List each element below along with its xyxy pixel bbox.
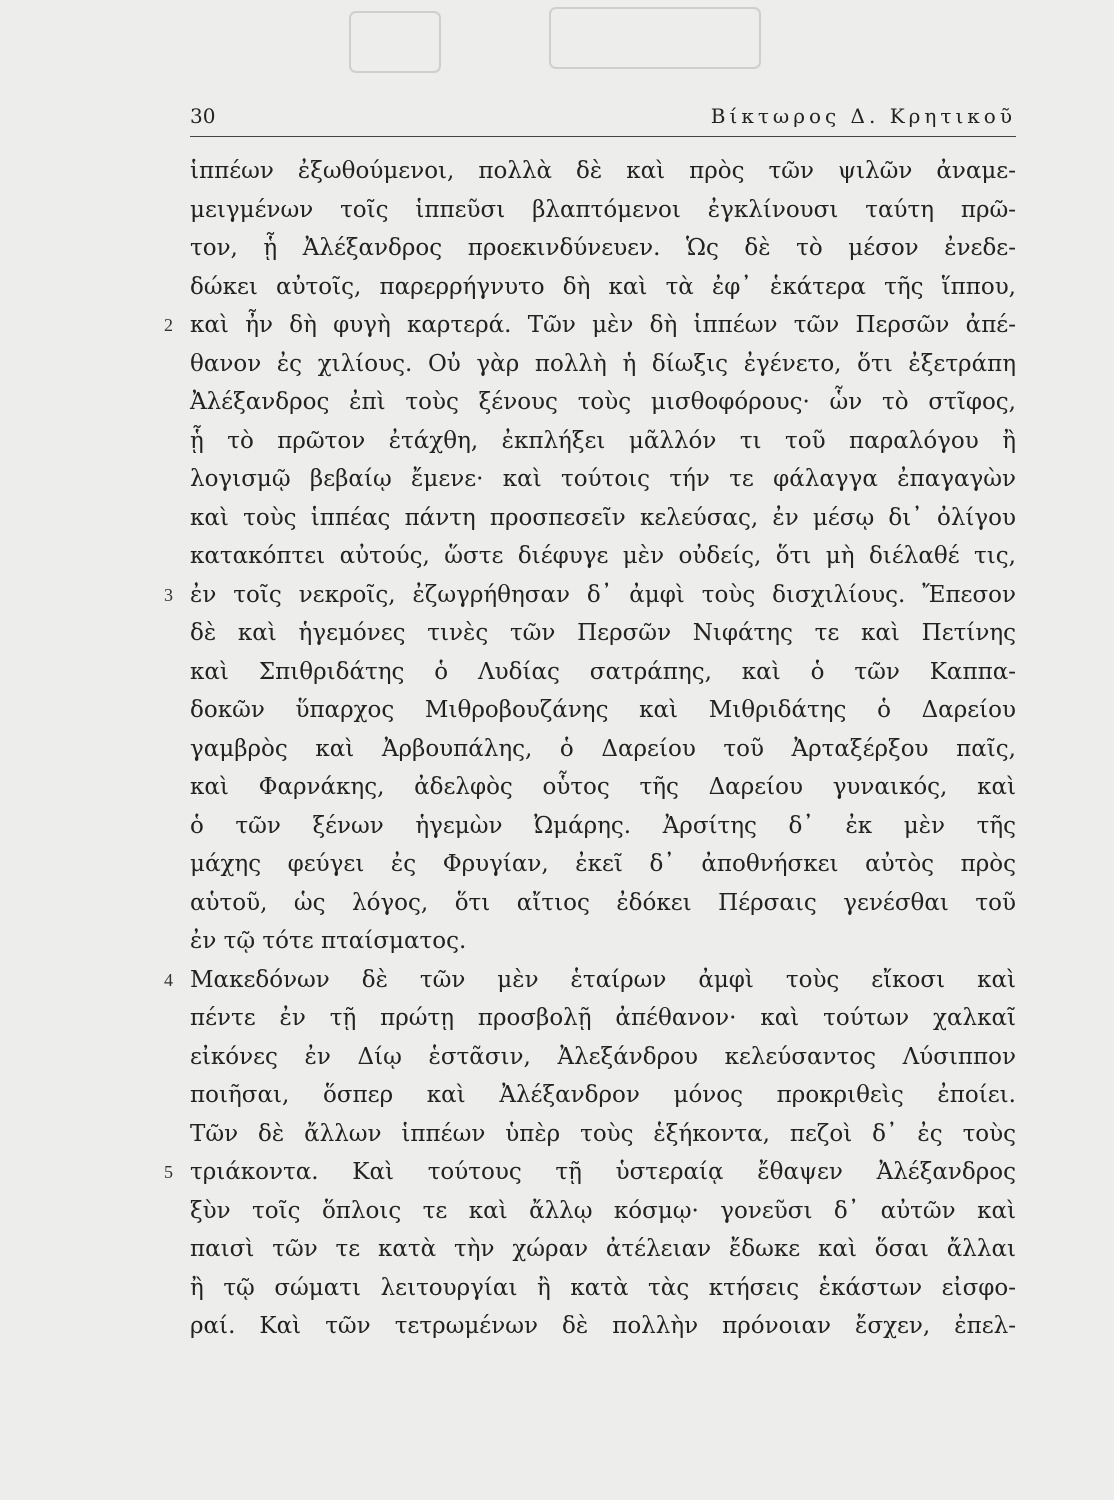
- line-text: λογισμῷ βεβαίῳ ἔμενε· καὶ τούτοις τήν τε φάλαγγα ἐπαγαγὼν: [190, 466, 1016, 492]
- text-line: [190, 922, 1016, 961]
- line-text: ἐν τῷ τότε πταίσματος.: [190, 928, 467, 954]
- text-line: [190, 999, 1016, 1038]
- section-number: 3: [164, 584, 173, 605]
- text-line: [190, 345, 1016, 384]
- text-line: [190, 1192, 1016, 1231]
- line-text: ἐν τοῖς νεκροῖς, ἐζωγρήθησαν δ᾽ ἀμφὶ τοὺς δισχιλίους. Ἔπεσον: [190, 581, 1016, 608]
- line-text: ἢ τῷ σώματι λειτουργίαι ἢ κατὰ τὰς κτήσεις ἑκάστων εἰσφο-: [190, 1274, 1016, 1301]
- line-text: καὶ Σπιθριδάτης ὁ Λυδίας σατράπης, καὶ ὁ τῶν Καππα-: [190, 658, 1016, 685]
- text-line: [190, 537, 1016, 576]
- line-text: καὶ τοὺς ἱππέας πάντη προσπεσεῖν κελεύσας, ἐν μέσῳ δι᾽ ὀλίγου: [190, 504, 1016, 531]
- text-line: [190, 152, 1016, 191]
- line-text: ᾗ τὸ πρῶτον ἐτάχθη, ἐκπλήξει μᾶλλόν τι τοῦ παραλόγου ἢ: [190, 427, 1016, 454]
- text-line: [164, 306, 1016, 345]
- line-text: δὲ καὶ ἡγεμόνες τινὲς τῶν Περσῶν Νιφάτης τε καὶ Πετίνης: [190, 620, 1016, 646]
- text-line: [190, 1269, 1016, 1308]
- line-text: δοκῶν ὕπαρχος Μιθροβουζάνης καὶ Μιθριδάτης ὁ Δαρείου: [190, 697, 1016, 723]
- line-text: μάχης φεύγει ἐς Φρυγίαν, ἐκεῖ δ᾽ ἀποθνήσκει αὐτὸς πρὸς: [190, 851, 1016, 877]
- line-text: καὶ Φαρνάκης, ἀδελφὸς οὗτος τῆς Δαρείου γυναικός, καὶ: [190, 774, 1016, 800]
- text-line: [190, 383, 1016, 422]
- text-line: [190, 1115, 1016, 1154]
- line-text: τριάκοντα. Καὶ τούτους τῇ ὑστεραίᾳ ἔθαψεν Ἀλέξανδρος: [190, 1159, 1016, 1185]
- line-text: ὁ τῶν ξένων ἡγεμὼν Ὠμάρης. Ἀρσίτης δ᾽ ἐκ μὲν τῆς: [190, 812, 1016, 839]
- line-text: εἰκόνες ἐν Δίῳ ἑστᾶσιν, Ἀλεξάνδρου κελεύσαντος Λύσιππον: [190, 1043, 1016, 1070]
- text-line: [190, 499, 1016, 538]
- text-line: [190, 653, 1016, 692]
- page-header: [190, 100, 1016, 137]
- text-line: [190, 730, 1016, 769]
- text-line: [190, 807, 1016, 846]
- faint-library-stamp: [340, 4, 770, 82]
- text-line: [190, 268, 1016, 307]
- line-text: ἱππέων ἐξωθούμενοι, πολλὰ δὲ καὶ πρὸς τῶν ψιλῶν ἀναμε-: [190, 158, 1016, 184]
- page-number: 30: [190, 104, 216, 128]
- body-text: [164, 152, 1016, 1346]
- line-text: μειγμένων τοῖς ἱππεῦσι βλαπτόμενοι ἐγκλίνουσι ταύτη πρῶ-: [190, 196, 1016, 223]
- line-text: κατακόπτει αὐτούς, ὥστε διέφυγε μὲν οὐδείς, ὅτι μὴ διέλαθέ τις,: [190, 543, 1016, 569]
- line-text: ραί. Καὶ τῶν τετρωμένων δὲ πολλὴν πρόνοιαν ἔσχεν, ἐπελ-: [190, 1313, 1016, 1339]
- text-line: [190, 691, 1016, 730]
- text-line: [190, 191, 1016, 230]
- text-line: [190, 1076, 1016, 1115]
- text-line: [190, 884, 1016, 923]
- text-line: [190, 768, 1016, 807]
- line-text: δώκει αὐτοῖς, παρερρήγνυτο δὴ καὶ τὰ ἐφ᾽ ἑκάτερα τῆς ἵππου,: [190, 273, 1016, 300]
- text-line: [190, 1038, 1016, 1077]
- text-line: [190, 614, 1016, 653]
- section-number: 2: [164, 315, 173, 335]
- line-text: τον, ᾗ Ἀλέξανδρος προεκινδύνευεν. Ὡς δὲ τὸ μέσον ἐνεδε-: [190, 235, 1016, 261]
- line-text: Μακεδόνων δὲ τῶν μὲν ἑταίρων ἀμφὶ τοὺς εἴκοσι καὶ: [190, 966, 1016, 993]
- text-line: [190, 422, 1016, 461]
- line-text: αὑτοῦ, ὡς λόγος, ὅτι αἴτιος ἐδόκει Πέρσαις γενέσθαι τοῦ: [190, 889, 1016, 916]
- section-number: 5: [164, 1162, 173, 1182]
- line-text: γαμβρὸς καὶ Ἀρβουπάλης, ὁ Δαρείου τοῦ Ἀρταξέρξου παῖς,: [190, 735, 1016, 762]
- line-text: παισὶ τῶν τε κατὰ τὴν χώραν ἀτέλειαν ἔδωκε καὶ ὅσαι ἄλλαι: [190, 1236, 1016, 1262]
- line-text: ποιῆσαι, ὅσπερ καὶ Ἀλέξανδρον μόνος προκριθεὶς ἐποίει.: [190, 1082, 1016, 1108]
- text-line: [164, 576, 1016, 615]
- running-head: Βίκτωρος Δ. Κρητικοῦ: [710, 104, 1016, 128]
- line-text: θανον ἐς χιλίους. Οὐ γὰρ πολλὴ ἡ δίωξις ἐγένετο, ὅτι ἐξετράπη: [190, 350, 1016, 377]
- line-text: πέντε ἐν τῇ πρώτῃ προσβολῇ ἀπέθανον· καὶ τούτων χαλκαῖ: [190, 1005, 1016, 1031]
- line-text: Τῶν δὲ ἄλλων ἱππέων ὑπὲρ τοὺς ἑξήκοντα, πεζοὶ δ᾽ ἐς τοὺς: [190, 1120, 1016, 1147]
- text-line: [190, 1230, 1016, 1269]
- text-line: [190, 1307, 1016, 1346]
- text-line: [164, 1153, 1016, 1192]
- text-line: [190, 460, 1016, 499]
- text-line: [164, 961, 1016, 1000]
- text-line: [190, 845, 1016, 884]
- section-number: 4: [164, 969, 173, 990]
- text-line: [190, 229, 1016, 268]
- line-text: καὶ ἦν δὴ φυγὴ καρτερά. Τῶν μὲν δὴ ἱππέων τῶν Περσῶν ἀπέ-: [190, 312, 1016, 338]
- line-text: Ἀλέξανδρος ἐπὶ τοὺς ξένους τοὺς μισθοφόρους· ὧν τὸ στῖφος,: [190, 389, 1016, 415]
- line-text: ξὺν τοῖς ὅπλοις τε καὶ ἄλλῳ κόσμῳ· γονεῦσι δ᾽ αὐτῶν καὶ: [190, 1197, 1016, 1224]
